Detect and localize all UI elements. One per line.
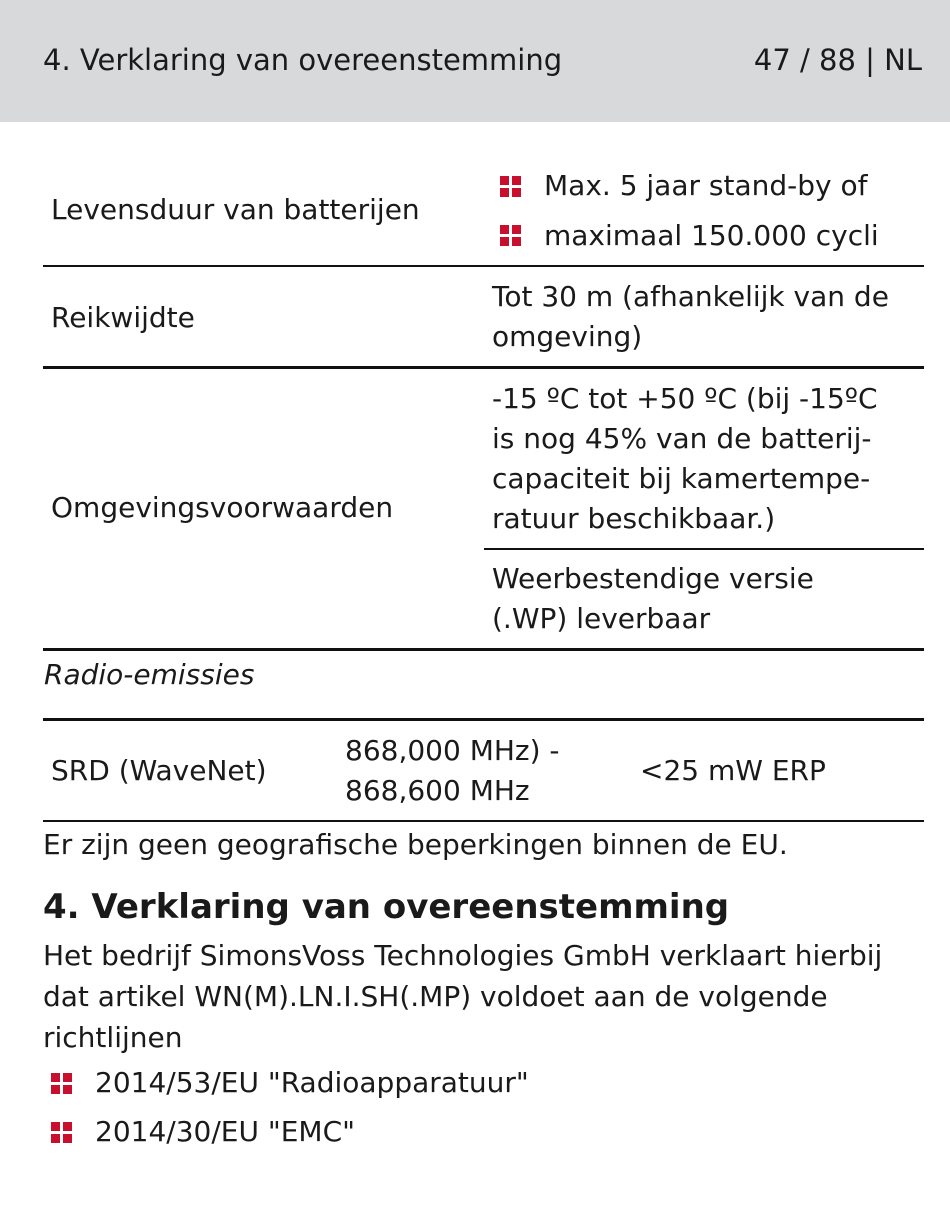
spec-value-range-1: Tot 30 m (afhankelijk van de [492, 280, 889, 313]
table-divider [43, 820, 924, 822]
page-header [0, 0, 950, 122]
table-divider [43, 648, 924, 651]
header-title: 4. Verklaring van overeenstemming [43, 43, 563, 77]
bullet-icon [500, 225, 521, 246]
spec-value-range-2: omgeving) [492, 320, 643, 353]
bullet-icon [51, 1122, 72, 1143]
spec-value-environment-3: capaciteit bij kamertempe- [492, 462, 871, 495]
bullet-icon [51, 1073, 72, 1094]
spec-label-environment: Omgevingsvoorwaarden [51, 491, 394, 524]
table-divider [43, 718, 924, 721]
spec-value-environment-2: is nog 45% van de batterij- [492, 422, 872, 455]
table-divider [43, 366, 924, 369]
declaration-paragraph: Het bedrijf SimonsVoss Technologies GmbH verklaart hierbij dat artikel WN(M).LN.I.SH(.MP) voldoet aan de volgende richtlijnen [43, 939, 883, 1054]
radio-note: Er zijn geen geografische beperkingen binnen de EU. [43, 828, 788, 861]
spec-value-weatherproof-1: Weerbestendige versie [492, 562, 814, 595]
table-subdivider [484, 548, 924, 550]
directive-item: 2014/53/EU "Radioapparatuur" [95, 1066, 529, 1099]
radio-power: <25 mW ERP [640, 754, 826, 787]
spec-label-range: Reikwijdte [51, 301, 195, 334]
spec-value-environment-1: -15 ºC tot +50 ºC (bij -15ºC [492, 382, 878, 415]
spec-value-weatherproof-2: (.WP) leverbaar [492, 602, 711, 635]
header-page-number: 47 / 88 | NL [753, 43, 922, 77]
spec-value-battery-2: maximaal 150.000 cycli [544, 219, 879, 252]
spec-value-battery-1: Max. 5 jaar stand-by of [544, 169, 868, 202]
radio-heading: Radio-emissies [44, 658, 255, 691]
directive-item: 2014/30/EU "EMC" [95, 1115, 355, 1148]
radio-name: SRD (WaveNet) [51, 754, 267, 787]
spec-label-battery: Levensduur van batterijen [51, 193, 420, 226]
radio-freq-1: 868,000 MHz) - [345, 734, 560, 767]
table-divider [43, 265, 924, 267]
radio-freq-2: 868,600 MHz [345, 774, 530, 807]
bullet-icon [500, 176, 521, 197]
section-heading: 4. Verklaring van overeenstemming [43, 887, 730, 927]
spec-value-environment-4: ratuur beschikbaar.) [492, 502, 776, 535]
